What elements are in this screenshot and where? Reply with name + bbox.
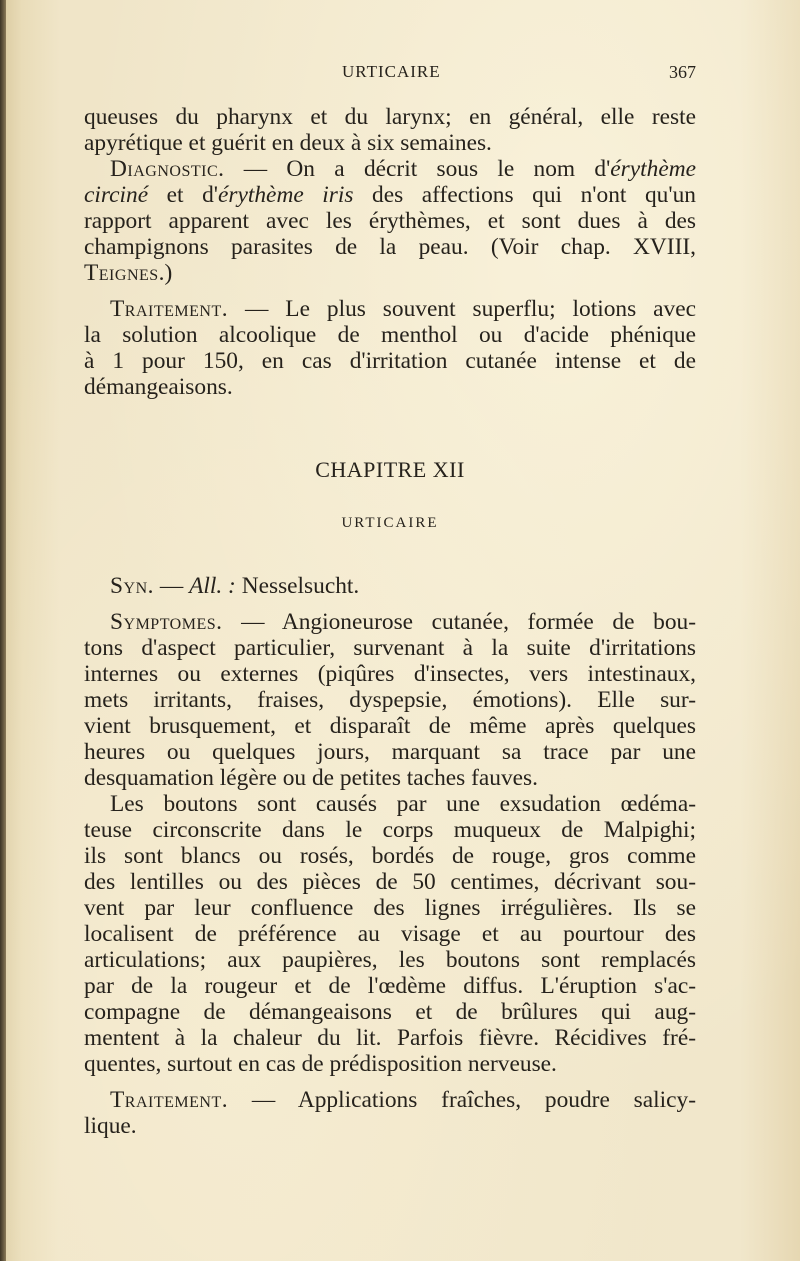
symptomes-line: heures ou quelques jours, marquant sa trace par une bbox=[84, 739, 696, 765]
diagnostic-text: des affections qui n'ont qu'un bbox=[353, 182, 696, 208]
synonym-language: All. : bbox=[189, 573, 236, 599]
traitement-label: Traitement. bbox=[110, 1087, 229, 1113]
synonym-value: Nesselsucht. bbox=[235, 573, 360, 599]
chapter-title: CHAPITRE XII bbox=[315, 457, 465, 482]
symptomes-text: — Angioneurose cutanée, formée de bou- bbox=[222, 609, 696, 635]
traitement-line bbox=[84, 296, 696, 322]
synonym-label: Syn. bbox=[110, 573, 154, 599]
diagnostic-text: — On a décrit sous le nom d' bbox=[224, 156, 611, 182]
traitement-text: — Applications fraîches, poudre salicy- bbox=[228, 1087, 696, 1113]
book-spine-edge bbox=[0, 0, 6, 1261]
traitement-text: — Le plus souvent superflu; lotions avec bbox=[228, 296, 696, 322]
diagnostic-line: rapport apparent avec les érythèmes, et sont dues à des bbox=[84, 208, 696, 234]
symptomes-line: desquamation légère ou de petites taches fauves. bbox=[84, 765, 538, 791]
page-header bbox=[84, 62, 696, 88]
boutons-line: articulations; aux paupières, les boutons sont remplacés bbox=[84, 947, 696, 973]
symptomes-line bbox=[84, 609, 696, 635]
paragraph-line: apyrétique et guérit en deux à six semaines. bbox=[84, 130, 492, 156]
diagnostic-line: champignons parasites de la peau. (Voir chap. XVIII, bbox=[84, 234, 696, 260]
symptomes-line: mets irritants, fraises, dyspepsie, émotions). Elle sur- bbox=[84, 687, 696, 713]
page-body bbox=[84, 104, 696, 1139]
term-erytheme: érythème bbox=[610, 156, 696, 182]
page-number: 367 bbox=[669, 62, 696, 82]
synonym-line bbox=[84, 573, 696, 599]
traitement-line: lique. bbox=[84, 1113, 137, 1139]
symptomes-line: internes ou externes (piqûres d'insectes, vers intestinaux, bbox=[84, 661, 696, 687]
traitement-line: à 1 pour 150, en cas d'irritation cutanée intense et de bbox=[84, 348, 696, 374]
boutons-line: vent par leur confluence des lignes irrégulières. Ils se bbox=[84, 895, 696, 921]
boutons-line: quentes, surtout en cas de prédisposition nerveuse. bbox=[84, 1051, 557, 1077]
diagnostic-text: .) bbox=[158, 260, 173, 286]
traitement-line bbox=[84, 1087, 696, 1113]
diagnostic-text: et d' bbox=[148, 182, 218, 208]
boutons-line: teuse circonscrite dans le corps muqueux de Malpighi; bbox=[84, 817, 696, 843]
traitement-line: la solution alcoolique de menthol ou d'acide phénique bbox=[84, 322, 696, 348]
boutons-line: compagne de démangeaisons et de brûlures qui aug- bbox=[84, 999, 696, 1025]
running-title: URTICAIRE bbox=[342, 62, 441, 81]
boutons-line: des lentilles ou des pièces de 50 centimes, décrivant sou- bbox=[84, 869, 696, 895]
boutons-line: localisent de préférence au visage et au pourtour des bbox=[84, 921, 696, 947]
chapter-subtitle: URTICAIRE bbox=[341, 515, 439, 531]
term-circine: circiné bbox=[84, 182, 149, 208]
symptomes-label: Symptomes. bbox=[110, 609, 223, 635]
boutons-line: Les boutons sont causés par une exsudation œdéma- bbox=[110, 791, 696, 817]
traitement-line: démangeaisons. bbox=[84, 374, 233, 400]
term-erytheme-iris: érythème iris bbox=[218, 182, 354, 208]
diagnostic-line bbox=[84, 182, 696, 208]
boutons-line: ils sont blancs ou rosés, bordés de rouge, gros comme bbox=[84, 843, 696, 869]
boutons-line: par de la rougeur et de l'œdème diffus. L'éruption s'ac- bbox=[84, 973, 696, 999]
diagnostic-line bbox=[84, 260, 696, 286]
boutons-line: mentent à la chaleur du lit. Parfois fièvre. Récidives fré- bbox=[84, 1025, 696, 1051]
paragraph-line: queuses du pharynx et du larynx; en général, elle reste bbox=[84, 104, 696, 130]
diagnostic-label: Diagnostic. bbox=[110, 156, 225, 182]
symptomes-line: vient brusquement, et disparaît de même après quelques bbox=[84, 713, 696, 739]
diagnostic-line bbox=[84, 156, 696, 182]
teignes-reference: Teignes bbox=[84, 260, 159, 286]
synonym-dash: — bbox=[153, 573, 190, 599]
symptomes-line: tons d'aspect particulier, survenant à la suite d'irritations bbox=[84, 635, 696, 661]
traitement-label: Traitement. bbox=[110, 296, 229, 322]
